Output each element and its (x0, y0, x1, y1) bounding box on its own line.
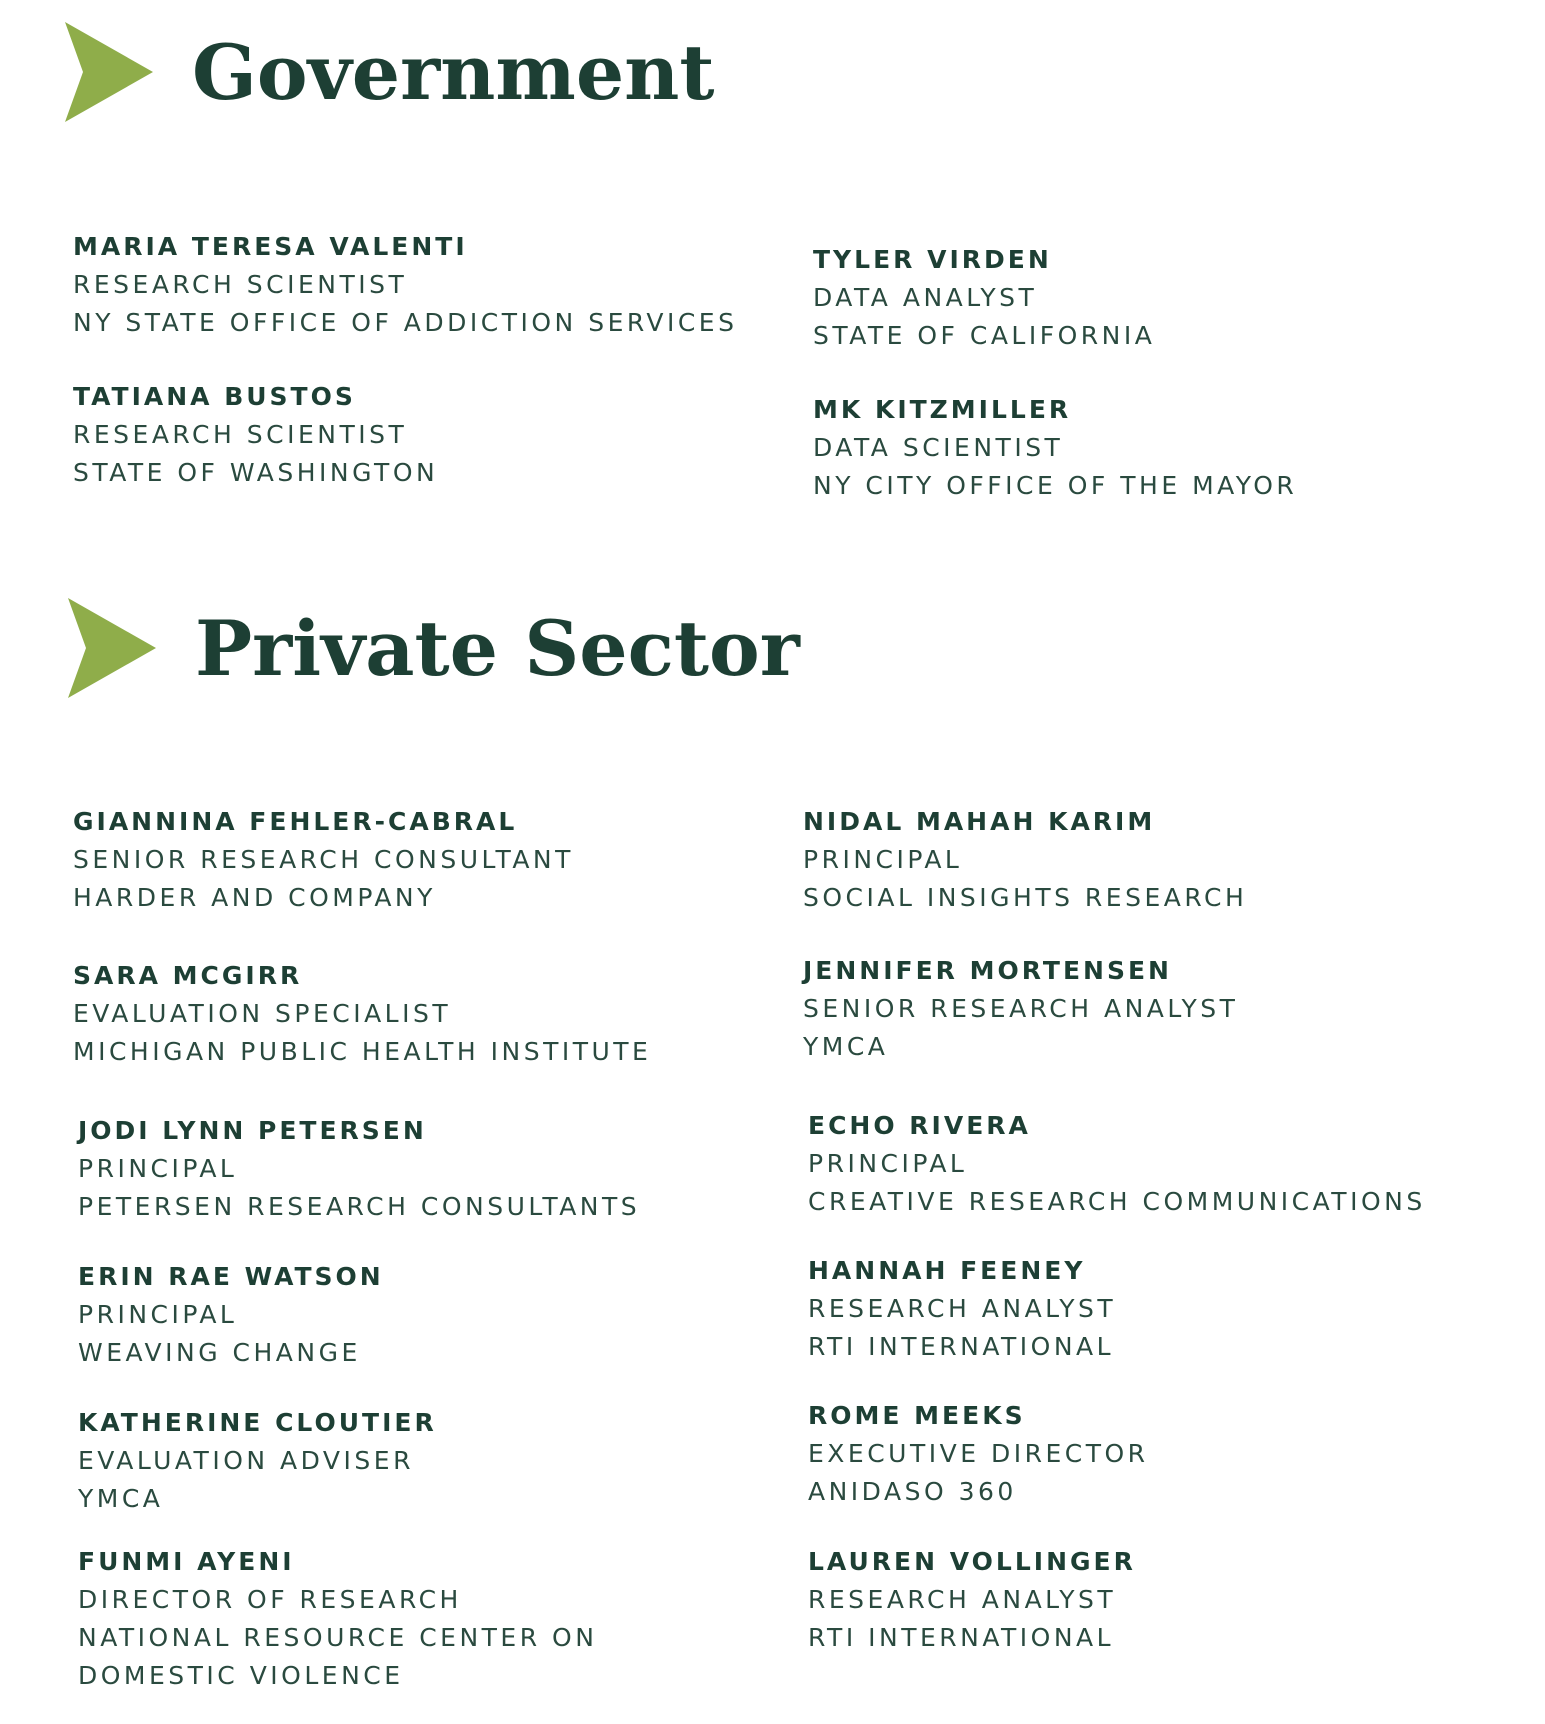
section-title-government: Government (192, 28, 715, 117)
chevron-right-arrow-icon (65, 22, 157, 124)
person-organization: STATE OF WASHINGTON (73, 458, 439, 487)
person-name: TYLER VIRDEN (813, 245, 1052, 274)
person-name: ECHO RIVERA (808, 1111, 1031, 1140)
person-card (73, 378, 438, 492)
person-role: PRINCIPAL (808, 1149, 968, 1178)
person-role: SENIOR RESEARCH ANALYST (803, 994, 1239, 1023)
person-name: MARIA TERESA VALENTI (73, 232, 468, 261)
person-name: JODI LYNN PETERSEN (78, 1116, 427, 1145)
person-role: RESEARCH SCIENTIST (73, 270, 408, 299)
person-card (73, 228, 737, 342)
person-role: PRINCIPAL (78, 1154, 238, 1183)
person-name: LAUREN VOLLINGER (808, 1547, 1136, 1576)
person-name: SARA MCGIRR (73, 961, 303, 990)
person-organization-line-2: DOMESTIC VIOLENCE (78, 1661, 404, 1690)
person-card (813, 391, 1297, 505)
person-organization: PETERSEN RESEARCH CONSULTANTS (78, 1192, 641, 1221)
person-card (808, 1107, 1426, 1221)
person-card (803, 952, 1238, 1066)
person-card (803, 803, 1247, 917)
person-card (78, 1258, 384, 1372)
person-organization: SOCIAL INSIGHTS RESEARCH (803, 883, 1248, 912)
person-organization: HARDER AND COMPANY (73, 883, 436, 912)
person-name: TATIANA BUSTOS (73, 382, 356, 411)
person-organization: RTI INTERNATIONAL (808, 1623, 1115, 1652)
person-organization: STATE OF CALIFORNIA (813, 321, 1156, 350)
section-title-private-sector: Private Sector (195, 604, 800, 693)
person-role: EVALUATION ADVISER (78, 1446, 414, 1475)
person-organization: CREATIVE RESEARCH COMMUNICATIONS (808, 1187, 1426, 1216)
person-organization: NY STATE OFFICE OF ADDICTION SERVICES (73, 308, 738, 337)
chevron-right-arrow-icon (68, 598, 160, 700)
person-role: RESEARCH SCIENTIST (73, 420, 408, 449)
person-role: PRINCIPAL (803, 845, 963, 874)
person-role: PRINCIPAL (78, 1300, 238, 1329)
person-organization: YMCA (78, 1484, 164, 1513)
person-name: FUNMI AYENI (78, 1547, 295, 1576)
person-card (73, 957, 651, 1071)
person-card (808, 1397, 1149, 1511)
person-name: NIDAL MAHAH KARIM (803, 807, 1156, 836)
person-name: ROME MEEKS (808, 1401, 1026, 1430)
person-role: EXECUTIVE DIRECTOR (808, 1439, 1149, 1468)
person-name: GIANNINA FEHLER-CABRAL (73, 807, 518, 836)
person-name: JENNIFER MORTENSEN (803, 956, 1172, 985)
person-card (78, 1543, 597, 1695)
person-organization: RTI INTERNATIONAL (808, 1332, 1115, 1361)
person-card (78, 1404, 437, 1518)
person-organization: NY CITY OFFICE OF THE MAYOR (813, 471, 1298, 500)
person-role: RESEARCH ANALYST (808, 1294, 1117, 1323)
person-role: DATA SCIENTIST (813, 433, 1064, 462)
person-role: RESEARCH ANALYST (808, 1585, 1117, 1614)
person-organization: ANIDASO 360 (808, 1477, 1017, 1506)
person-card (813, 241, 1155, 355)
person-name: ERIN RAE WATSON (78, 1262, 384, 1291)
person-name: MK KITZMILLER (813, 395, 1072, 424)
person-role: EVALUATION SPECIALIST (73, 999, 452, 1028)
person-role: SENIOR RESEARCH CONSULTANT (73, 845, 574, 874)
person-card (73, 803, 574, 917)
person-role: DIRECTOR OF RESEARCH (78, 1585, 462, 1614)
person-name: KATHERINE CLOUTIER (78, 1408, 437, 1437)
person-name: HANNAH FEENEY (808, 1256, 1086, 1285)
person-card (808, 1543, 1136, 1657)
person-organization: MICHIGAN PUBLIC HEALTH INSTITUTE (73, 1037, 652, 1066)
person-role: DATA ANALYST (813, 283, 1038, 312)
person-card (78, 1112, 640, 1226)
person-card (808, 1252, 1116, 1366)
person-organization: YMCA (803, 1032, 889, 1061)
person-organization: WEAVING CHANGE (78, 1338, 361, 1367)
person-organization: NATIONAL RESOURCE CENTER ON (78, 1623, 598, 1652)
